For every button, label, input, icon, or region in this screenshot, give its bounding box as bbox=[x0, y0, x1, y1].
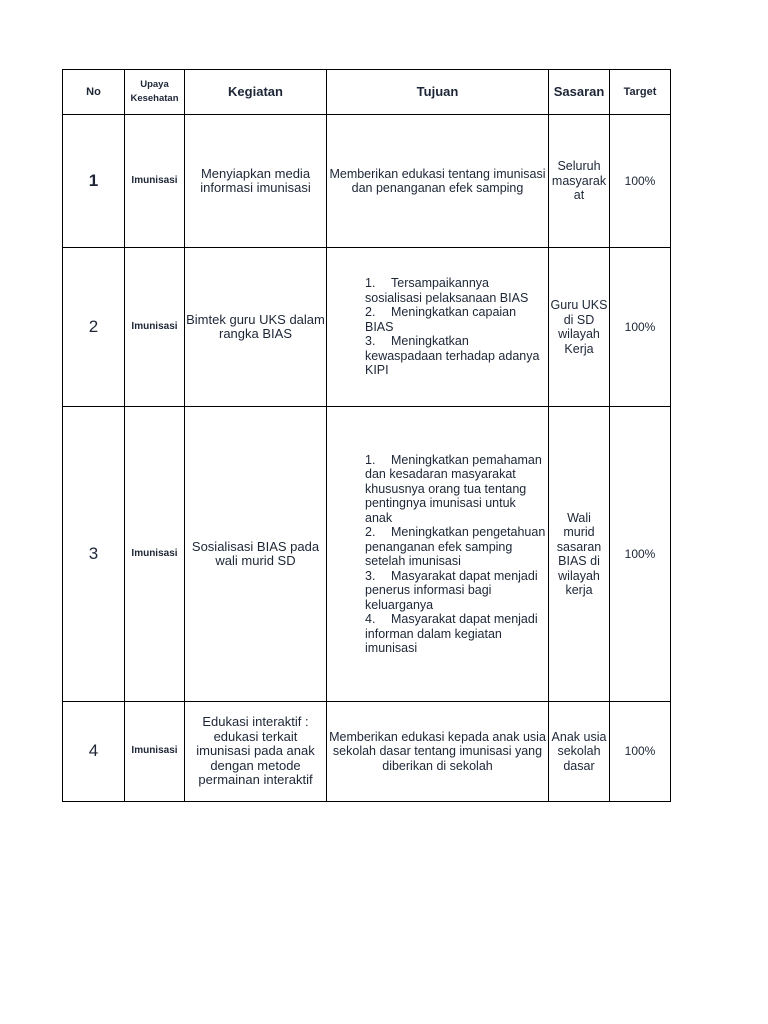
row-target: 100% bbox=[610, 115, 671, 248]
row-number: 4 bbox=[63, 702, 125, 802]
table-row bbox=[63, 702, 671, 802]
row-tujuan: Memberikan edukasi kepada anak usia sekolah dasar tentang imunisasi yang diberikan di sekolah bbox=[327, 702, 549, 802]
table-row bbox=[63, 115, 671, 248]
tujuan-list-item: 2. Meningkatkan capaian BIAS bbox=[365, 305, 517, 334]
row-number: 3 bbox=[63, 407, 125, 702]
row-target: 100% bbox=[610, 407, 671, 702]
row-tujuan: Memberikan edukasi tentang imunisasi dan penanganan efek samping bbox=[327, 115, 549, 248]
row-sasaran: Seluruh masyarak at bbox=[549, 115, 610, 248]
header-sasaran: Sasaran bbox=[549, 70, 610, 115]
row-number: 2 bbox=[63, 248, 125, 407]
header-kegiatan: Kegiatan bbox=[185, 70, 327, 115]
row-upaya: Imunisasi bbox=[125, 115, 185, 248]
tujuan-list-item: 4. Masyarakat dapat menjadi informan dalam kegiatan imunisasi bbox=[365, 612, 538, 655]
header-tujuan: Tujuan bbox=[327, 70, 549, 115]
row-kegiatan: Bimtek guru UKS dalam rangka BIAS bbox=[185, 248, 327, 407]
row-sasaran: Guru UKS di SD wilayah Kerja bbox=[549, 248, 610, 407]
row-upaya: Imunisasi bbox=[125, 248, 185, 407]
table-row bbox=[63, 407, 671, 702]
tujuan-list-item: 3. Masyarakat dapat menjadi penerus informasi bagi keluarganya bbox=[365, 568, 538, 612]
row-upaya: Imunisasi bbox=[125, 702, 185, 802]
header-no: No bbox=[63, 70, 125, 115]
row-number: 1 bbox=[63, 115, 125, 248]
tujuan-list-item: 1. Tersampaikannya sosialisasi pelaksanaan BIAS bbox=[365, 276, 529, 305]
row-sasaran: Wali murid sasaran BIAS di wilayah kerja bbox=[549, 407, 610, 702]
row-kegiatan: Sosialisasi BIAS pada wali murid SD bbox=[185, 407, 327, 702]
row-tujuan-list bbox=[327, 407, 549, 702]
row-kegiatan: Edukasi interaktif : edukasi terkait imunisasi pada anak dengan metode permainan interaktif bbox=[185, 702, 327, 802]
header-row bbox=[63, 70, 671, 115]
row-target: 100% bbox=[610, 248, 671, 407]
row-upaya: Imunisasi bbox=[125, 407, 185, 702]
tujuan-list-item: 2. Meningkatkan pengetahuan penanganan efek samping setelah imunisasi bbox=[365, 525, 546, 568]
tujuan-list-item: 1. Meningkatkan pemahaman dan kesadaran masyarakat khususnya orang tua tentang pentingnya imunisasi untuk anak bbox=[365, 452, 542, 525]
row-tujuan-list bbox=[327, 248, 549, 407]
row-kegiatan: Menyiapkan media informasi imunisasi bbox=[185, 115, 327, 248]
header-upaya-kesehatan: Upaya Kesehatan bbox=[125, 70, 185, 115]
row-target: 100% bbox=[610, 702, 671, 802]
table-row bbox=[63, 248, 671, 407]
tujuan-list-item: 3. Meningkatkan kewaspadaan terhadap adanya KIPI bbox=[365, 334, 540, 378]
program-table bbox=[62, 69, 671, 802]
row-sasaran: Anak usia sekolah dasar bbox=[549, 702, 610, 802]
header-target: Target bbox=[610, 70, 671, 115]
